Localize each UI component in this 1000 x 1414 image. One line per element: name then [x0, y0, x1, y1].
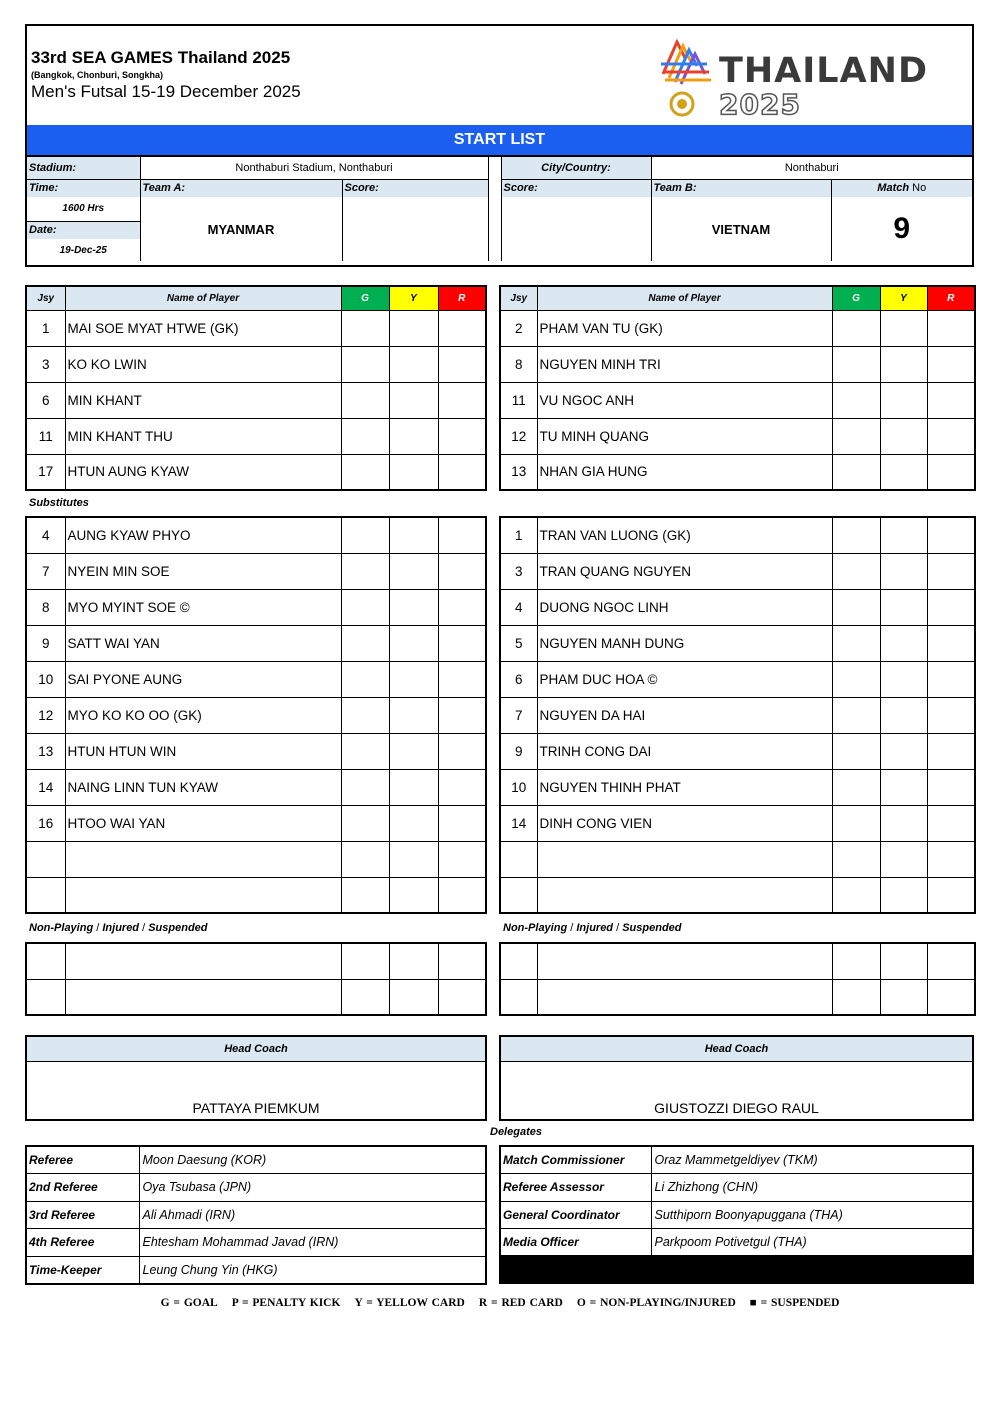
team-a-starters-table	[25, 285, 487, 491]
red-card-header: R	[927, 286, 975, 310]
official-name: Ehtesham Mohammad Javad (IRN)	[139, 1229, 486, 1257]
goal-cell	[832, 661, 880, 697]
table-header-row	[26, 286, 486, 310]
player-row	[500, 553, 975, 589]
player-row	[26, 877, 486, 913]
score-a-value	[342, 197, 488, 261]
legend-item: R = RED CARD	[478, 1297, 563, 1309]
legend-item: ■ = SUSPENDED	[749, 1297, 840, 1309]
yellow-card-cell	[389, 769, 438, 805]
red-card-cell	[927, 841, 975, 877]
yellow-card-cell	[389, 418, 438, 454]
jersey-number: 11	[500, 382, 537, 418]
start-list-banner: START LIST	[27, 125, 972, 157]
jersey-number: 2	[500, 310, 537, 346]
table-header-row	[500, 286, 975, 310]
player-row	[500, 517, 975, 553]
player-row	[500, 841, 975, 877]
red-card-cell	[927, 346, 975, 382]
logo-thailand-text: THAILAND	[719, 51, 929, 91]
official-row	[26, 1256, 486, 1284]
team-a-label: Team A:	[140, 179, 342, 197]
officials-table	[25, 1145, 487, 1285]
player-row	[500, 589, 975, 625]
team-b-name: VIETNAM	[651, 197, 831, 261]
goal-cell	[341, 418, 389, 454]
team-b-non-playing-label: Non-Playing / Injured / Suspended	[503, 922, 682, 934]
red-card-cell	[438, 769, 486, 805]
red-card-cell	[438, 625, 486, 661]
red-card-cell	[438, 877, 486, 913]
player-name: NGUYEN THINH PHAT	[537, 769, 832, 805]
official-row	[500, 1174, 973, 1202]
red-card-cell	[927, 553, 975, 589]
player-name: DUONG NGOC LINH	[537, 589, 832, 625]
jersey-number: 5	[500, 625, 537, 661]
team-a-non-playing-label: Non-Playing / Injured / Suspended	[29, 922, 208, 934]
team-a-substitutes-table	[25, 516, 487, 914]
jersey-number: 9	[26, 625, 65, 661]
player-name	[65, 877, 341, 913]
head-coach-label: Head Coach	[501, 1037, 972, 1062]
score-b-value	[501, 197, 651, 261]
player-row	[26, 841, 486, 877]
jersey-number: 14	[500, 805, 537, 841]
score-b-label: Score:	[501, 179, 651, 197]
player-name	[537, 877, 832, 913]
goal-cell	[341, 769, 389, 805]
red-card-cell	[927, 454, 975, 490]
yellow-card-cell	[880, 877, 927, 913]
yellow-card-cell	[389, 553, 438, 589]
goal-cell	[341, 877, 389, 913]
jersey-number: 6	[26, 382, 65, 418]
jersey-number	[26, 841, 65, 877]
official-row	[26, 1174, 486, 1202]
goal-cell	[341, 382, 389, 418]
yellow-card-cell	[880, 805, 927, 841]
yellow-card-cell	[389, 841, 438, 877]
goal-cell	[832, 841, 880, 877]
player-name: KO KO LWIN	[65, 346, 341, 382]
official-name: Li Zhizhong (CHN)	[651, 1174, 973, 1202]
player-name	[65, 841, 341, 877]
player-name	[537, 841, 832, 877]
player-name: PHAM VAN TU (GK)	[537, 310, 832, 346]
yellow-card-cell	[389, 877, 438, 913]
score-a-label: Score:	[342, 179, 488, 197]
name-header: Name of Player	[537, 286, 832, 310]
yellow-card-cell	[389, 625, 438, 661]
official-row	[26, 1201, 486, 1229]
player-row	[500, 346, 975, 382]
official-role: 2nd Referee	[26, 1174, 139, 1202]
player-row	[500, 877, 975, 913]
red-card-cell	[438, 382, 486, 418]
yellow-card-cell	[880, 733, 927, 769]
goal-cell	[341, 697, 389, 733]
legend-item: Y = YELLOW CARD	[354, 1297, 465, 1309]
player-row	[26, 589, 486, 625]
official-row	[500, 1146, 973, 1174]
player-row	[500, 625, 975, 661]
jsy-header: Jsy	[26, 286, 65, 310]
official-role: Media Officer	[500, 1229, 651, 1257]
red-card-cell	[927, 310, 975, 346]
official-role: Time-Keeper	[26, 1256, 139, 1284]
goal-header: G	[341, 286, 389, 310]
jersey-number: 7	[500, 697, 537, 733]
red-card-cell	[438, 841, 486, 877]
jersey-number: 7	[26, 553, 65, 589]
red-card-cell	[927, 382, 975, 418]
goal-header: G	[832, 286, 880, 310]
team-b-starters-table	[499, 285, 976, 491]
player-name: TRAN QUANG NGUYEN	[537, 553, 832, 589]
official-name: Sutthiporn Boonyapuggana (THA)	[651, 1201, 973, 1229]
legend-item: O = NON-PLAYING/INJURED	[576, 1297, 736, 1309]
yellow-card-cell	[389, 454, 438, 490]
jersey-number: 6	[500, 661, 537, 697]
goal-cell	[341, 517, 389, 553]
player-name: AUNG KYAW PHYO	[65, 517, 341, 553]
official-name: Parkpoom Potivetgul (THA)	[651, 1229, 973, 1257]
player-name: MIN KHANT	[65, 382, 341, 418]
yellow-card-cell	[880, 310, 927, 346]
yellow-card-cell	[880, 517, 927, 553]
goal-cell	[832, 877, 880, 913]
jersey-number: 4	[26, 517, 65, 553]
goal-cell	[832, 454, 880, 490]
official-role: General Coordinator	[500, 1201, 651, 1229]
player-name: NGUYEN MINH TRI	[537, 346, 832, 382]
player-name: MAI SOE MYAT HTWE (GK)	[65, 310, 341, 346]
legend-item: P = PENALTY KICK	[231, 1297, 341, 1309]
yellow-card-cell	[880, 697, 927, 733]
player-row	[500, 382, 975, 418]
goal-cell	[832, 589, 880, 625]
player-row	[26, 661, 486, 697]
player-row	[26, 418, 486, 454]
player-row	[500, 310, 975, 346]
jersey-number: 11	[26, 418, 65, 454]
player-name: PHAM DUC HOA ©	[537, 661, 832, 697]
yellow-card-cell	[389, 733, 438, 769]
goal-cell	[832, 517, 880, 553]
player-row	[26, 346, 486, 382]
goal-cell	[832, 769, 880, 805]
red-card-cell	[438, 805, 486, 841]
official-role: 4th Referee	[26, 1229, 139, 1257]
team-a-name: MYANMAR	[140, 197, 342, 261]
team-a-non-playing-table	[25, 942, 487, 1016]
red-card-cell	[438, 661, 486, 697]
player-name: TRINH CONG DAI	[537, 733, 832, 769]
yellow-card-cell	[389, 805, 438, 841]
player-row	[500, 697, 975, 733]
player-row	[26, 625, 486, 661]
jersey-number: 12	[26, 697, 65, 733]
player-name: SAI PYONE AUNG	[65, 661, 341, 697]
city-value: Nonthaburi	[651, 157, 972, 179]
official-name: Oraz Mammetgeldiyev (TKM)	[651, 1146, 973, 1174]
goal-cell	[341, 553, 389, 589]
goal-cell	[832, 625, 880, 661]
team-b-label: Team B:	[651, 179, 831, 197]
goal-cell	[341, 310, 389, 346]
player-name: MYO KO KO OO (GK)	[65, 697, 341, 733]
substitutes-label: Substitutes	[29, 497, 89, 509]
player-name: NAING LINN TUN KYAW	[65, 769, 341, 805]
time-label: Time:	[27, 179, 140, 197]
player-name: SATT WAI YAN	[65, 625, 341, 661]
time-value: 1600 Hrs	[27, 197, 140, 221]
player-row	[26, 553, 486, 589]
player-row	[26, 733, 486, 769]
player-row	[500, 769, 975, 805]
jersey-number: 8	[26, 589, 65, 625]
yellow-card-cell	[389, 697, 438, 733]
player-name: MIN KHANT THU	[65, 418, 341, 454]
legend	[0, 1297, 1000, 1309]
jersey-number: 8	[500, 346, 537, 382]
jersey-number	[500, 841, 537, 877]
yellow-card-cell	[880, 589, 927, 625]
team-a-coach-name: PATTAYA PIEMKUM	[192, 1100, 320, 1116]
team-b-coach-name: GIUSTOZZI DIEGO RAUL	[654, 1100, 819, 1116]
sea-games-logo-icon	[655, 34, 717, 120]
player-row	[26, 382, 486, 418]
header-box	[25, 24, 974, 267]
stadium-value: Nonthaburi Stadium, Nonthaburi	[140, 157, 488, 179]
goal-cell	[341, 625, 389, 661]
yellow-card-cell	[880, 625, 927, 661]
player-row	[500, 418, 975, 454]
player-row	[26, 517, 486, 553]
goal-cell	[341, 841, 389, 877]
player-name: HTUN HTUN WIN	[65, 733, 341, 769]
goal-cell	[832, 310, 880, 346]
player-row	[500, 805, 975, 841]
team-b-substitutes-table	[499, 516, 976, 914]
goal-cell	[832, 382, 880, 418]
official-row	[26, 1146, 486, 1174]
match-label: Match No	[831, 179, 972, 197]
goal-cell	[341, 346, 389, 382]
player-row	[500, 454, 975, 490]
goal-cell	[341, 589, 389, 625]
red-card-cell	[438, 553, 486, 589]
jersey-number: 1	[500, 517, 537, 553]
player-name: TRAN VAN LUONG (GK)	[537, 517, 832, 553]
red-card-cell	[438, 697, 486, 733]
goal-cell	[341, 733, 389, 769]
team-a-head-coach-box	[25, 1035, 487, 1121]
red-card-cell	[927, 697, 975, 733]
yellow-card-cell	[880, 841, 927, 877]
official-row	[26, 1229, 486, 1257]
jersey-number: 13	[500, 454, 537, 490]
jersey-number: 3	[26, 346, 65, 382]
event-name: Men's Futsal 15-19 December 2025	[31, 82, 301, 101]
event-subtitle: (Bangkok, Chonburi, Songkha)	[31, 70, 163, 80]
yellow-card-header: Y	[389, 286, 438, 310]
red-card-cell	[927, 589, 975, 625]
player-row	[500, 661, 975, 697]
yellow-card-cell	[880, 553, 927, 589]
goal-cell	[832, 553, 880, 589]
yellow-card-cell	[389, 517, 438, 553]
player-name: NGUYEN DA HAI	[537, 697, 832, 733]
jersey-number	[500, 877, 537, 913]
official-row	[500, 1201, 973, 1229]
team-b-head-coach-box	[499, 1035, 974, 1121]
player-name: NGUYEN MANH DUNG	[537, 625, 832, 661]
red-card-cell	[438, 733, 486, 769]
yellow-card-cell	[389, 310, 438, 346]
goal-cell	[832, 418, 880, 454]
yellow-card-cell	[880, 769, 927, 805]
yellow-card-cell	[880, 382, 927, 418]
red-card-cell	[927, 769, 975, 805]
jersey-number: 13	[26, 733, 65, 769]
legend-item: G = GOAL	[160, 1297, 218, 1309]
yellow-card-cell	[880, 346, 927, 382]
goal-cell	[341, 661, 389, 697]
red-card-cell	[438, 346, 486, 382]
player-row	[26, 454, 486, 490]
player-row	[26, 805, 486, 841]
player-name: NHAN GIA HUNG	[537, 454, 832, 490]
player-row	[500, 733, 975, 769]
jersey-number: 17	[26, 454, 65, 490]
player-name: DINH CONG VIEN	[537, 805, 832, 841]
delegates-blacked-row	[499, 1255, 974, 1284]
player-name: HTOO WAI YAN	[65, 805, 341, 841]
goal-cell	[832, 733, 880, 769]
red-card-cell	[438, 310, 486, 346]
yellow-card-cell	[880, 661, 927, 697]
official-role: 3rd Referee	[26, 1201, 139, 1229]
red-card-cell	[927, 805, 975, 841]
jersey-number: 16	[26, 805, 65, 841]
red-card-cell	[438, 589, 486, 625]
date-label: Date:	[27, 221, 140, 239]
official-role: Match Commissioner	[500, 1146, 651, 1174]
red-card-cell	[927, 877, 975, 913]
official-name: Moon Daesung (KOR)	[139, 1146, 486, 1174]
jersey-number: 12	[500, 418, 537, 454]
player-row	[26, 310, 486, 346]
delegates-label: Delegates	[490, 1126, 542, 1138]
official-name: Oya Tsubasa (JPN)	[139, 1174, 486, 1202]
player-name: VU NGOC ANH	[537, 382, 832, 418]
jersey-number: 14	[26, 769, 65, 805]
jersey-number	[26, 877, 65, 913]
yellow-card-cell	[389, 589, 438, 625]
stadium-label: Stadium:	[27, 157, 140, 179]
date-value: 19-Dec-25	[27, 239, 140, 261]
red-card-cell	[438, 418, 486, 454]
player-row	[26, 697, 486, 733]
logo-year-text: 2025	[719, 88, 801, 121]
yellow-card-cell	[880, 454, 927, 490]
head-coach-label: Head Coach	[27, 1037, 485, 1062]
yellow-card-cell	[389, 661, 438, 697]
player-name: NYEIN MIN SOE	[65, 553, 341, 589]
goal-cell	[832, 346, 880, 382]
yellow-card-cell	[389, 346, 438, 382]
goal-cell	[832, 805, 880, 841]
match-number: 9	[893, 212, 911, 245]
yellow-card-cell	[880, 418, 927, 454]
official-name: Leung Chung Yin (HKG)	[139, 1256, 486, 1284]
red-card-cell	[927, 418, 975, 454]
goal-cell	[832, 697, 880, 733]
team-b-non-playing-table	[499, 942, 976, 1016]
jersey-number: 4	[500, 589, 537, 625]
jersey-number: 9	[500, 733, 537, 769]
city-label: City/Country:	[501, 157, 651, 179]
jsy-header: Jsy	[500, 286, 537, 310]
red-card-cell	[927, 661, 975, 697]
official-name: Ali Ahmadi (IRN)	[139, 1201, 486, 1229]
official-row	[500, 1229, 973, 1257]
official-role: Referee Assessor	[500, 1174, 651, 1202]
official-role: Referee	[26, 1146, 139, 1174]
red-card-cell	[438, 454, 486, 490]
red-card-cell	[927, 517, 975, 553]
player-name: MYO MYINT SOE ©	[65, 589, 341, 625]
player-name: HTUN AUNG KYAW	[65, 454, 341, 490]
player-row	[26, 769, 486, 805]
red-card-cell	[927, 733, 975, 769]
delegates-table	[499, 1145, 974, 1257]
jersey-number: 3	[500, 553, 537, 589]
red-card-header: R	[438, 286, 486, 310]
match-info-table	[27, 157, 972, 261]
goal-cell	[341, 805, 389, 841]
red-card-cell	[438, 517, 486, 553]
red-card-cell	[927, 625, 975, 661]
name-header: Name of Player	[65, 286, 341, 310]
jersey-number: 1	[26, 310, 65, 346]
goal-cell	[341, 454, 389, 490]
yellow-card-cell	[389, 382, 438, 418]
jersey-number: 10	[26, 661, 65, 697]
yellow-card-header: Y	[880, 286, 927, 310]
jersey-number: 10	[500, 769, 537, 805]
event-title: 33rd SEA GAMES Thailand 2025	[31, 48, 291, 67]
player-name: TU MINH QUANG	[537, 418, 832, 454]
